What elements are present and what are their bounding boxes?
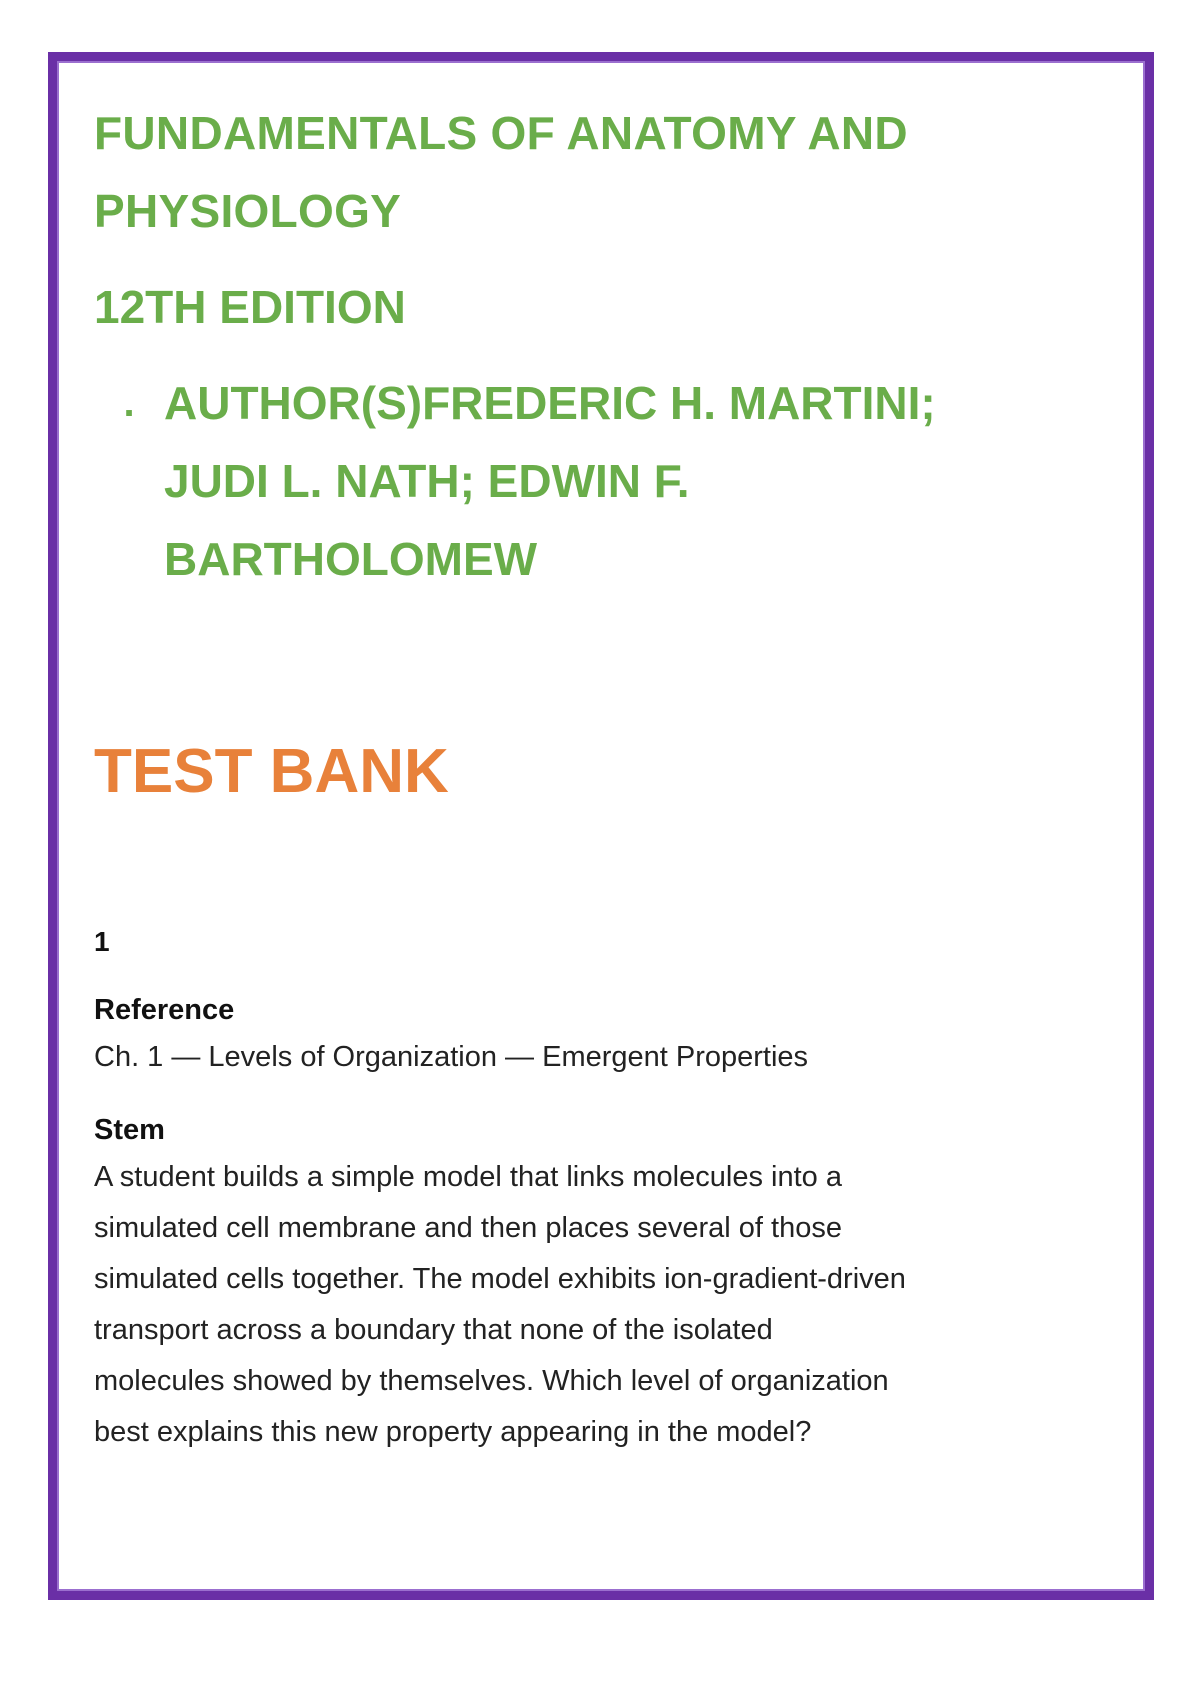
edition-label: 12TH EDITION <box>94 281 406 333</box>
stem-label: Stem <box>94 1114 165 1146</box>
stem-line: best explains this new property appearing in the model? <box>94 1416 812 1448</box>
stem-line: transport across a boundary that none of the isolated <box>94 1314 773 1346</box>
title-line: PHYSIOLOGY <box>94 185 402 237</box>
stem-line: A student builds a simple model that links molecules into a <box>94 1161 842 1193</box>
stem-line: simulated cells together. The model exhibits ion-gradient-driven <box>94 1263 906 1295</box>
stem-line: molecules showed by themselves. Which level of organization <box>94 1365 889 1397</box>
stem-line: simulated cell membrane and then places several of those <box>94 1212 842 1244</box>
reference-text: Ch. 1 — Levels of Organization — Emergent Properties <box>94 1041 809 1073</box>
question-number: 1 <box>94 926 110 957</box>
document-content <box>94 94 1054 1458</box>
author-line: AUTHOR(S)FREDERIC H. MARTINI; <box>164 377 936 429</box>
bullet-icon: . <box>123 381 135 425</box>
stem-text <box>94 1152 1054 1458</box>
book-title <box>94 94 1054 250</box>
author-line: JUDI L. NATH; EDWIN F. <box>164 455 690 507</box>
authors-block <box>94 364 1054 598</box>
author-lines <box>164 364 936 598</box>
reference-label: Reference <box>94 994 235 1026</box>
title-line: FUNDAMENTALS OF ANATOMY AND <box>94 107 908 159</box>
author-line: BARTHOLOMEW <box>164 533 538 585</box>
test-bank-heading: TEST BANK <box>94 737 449 806</box>
